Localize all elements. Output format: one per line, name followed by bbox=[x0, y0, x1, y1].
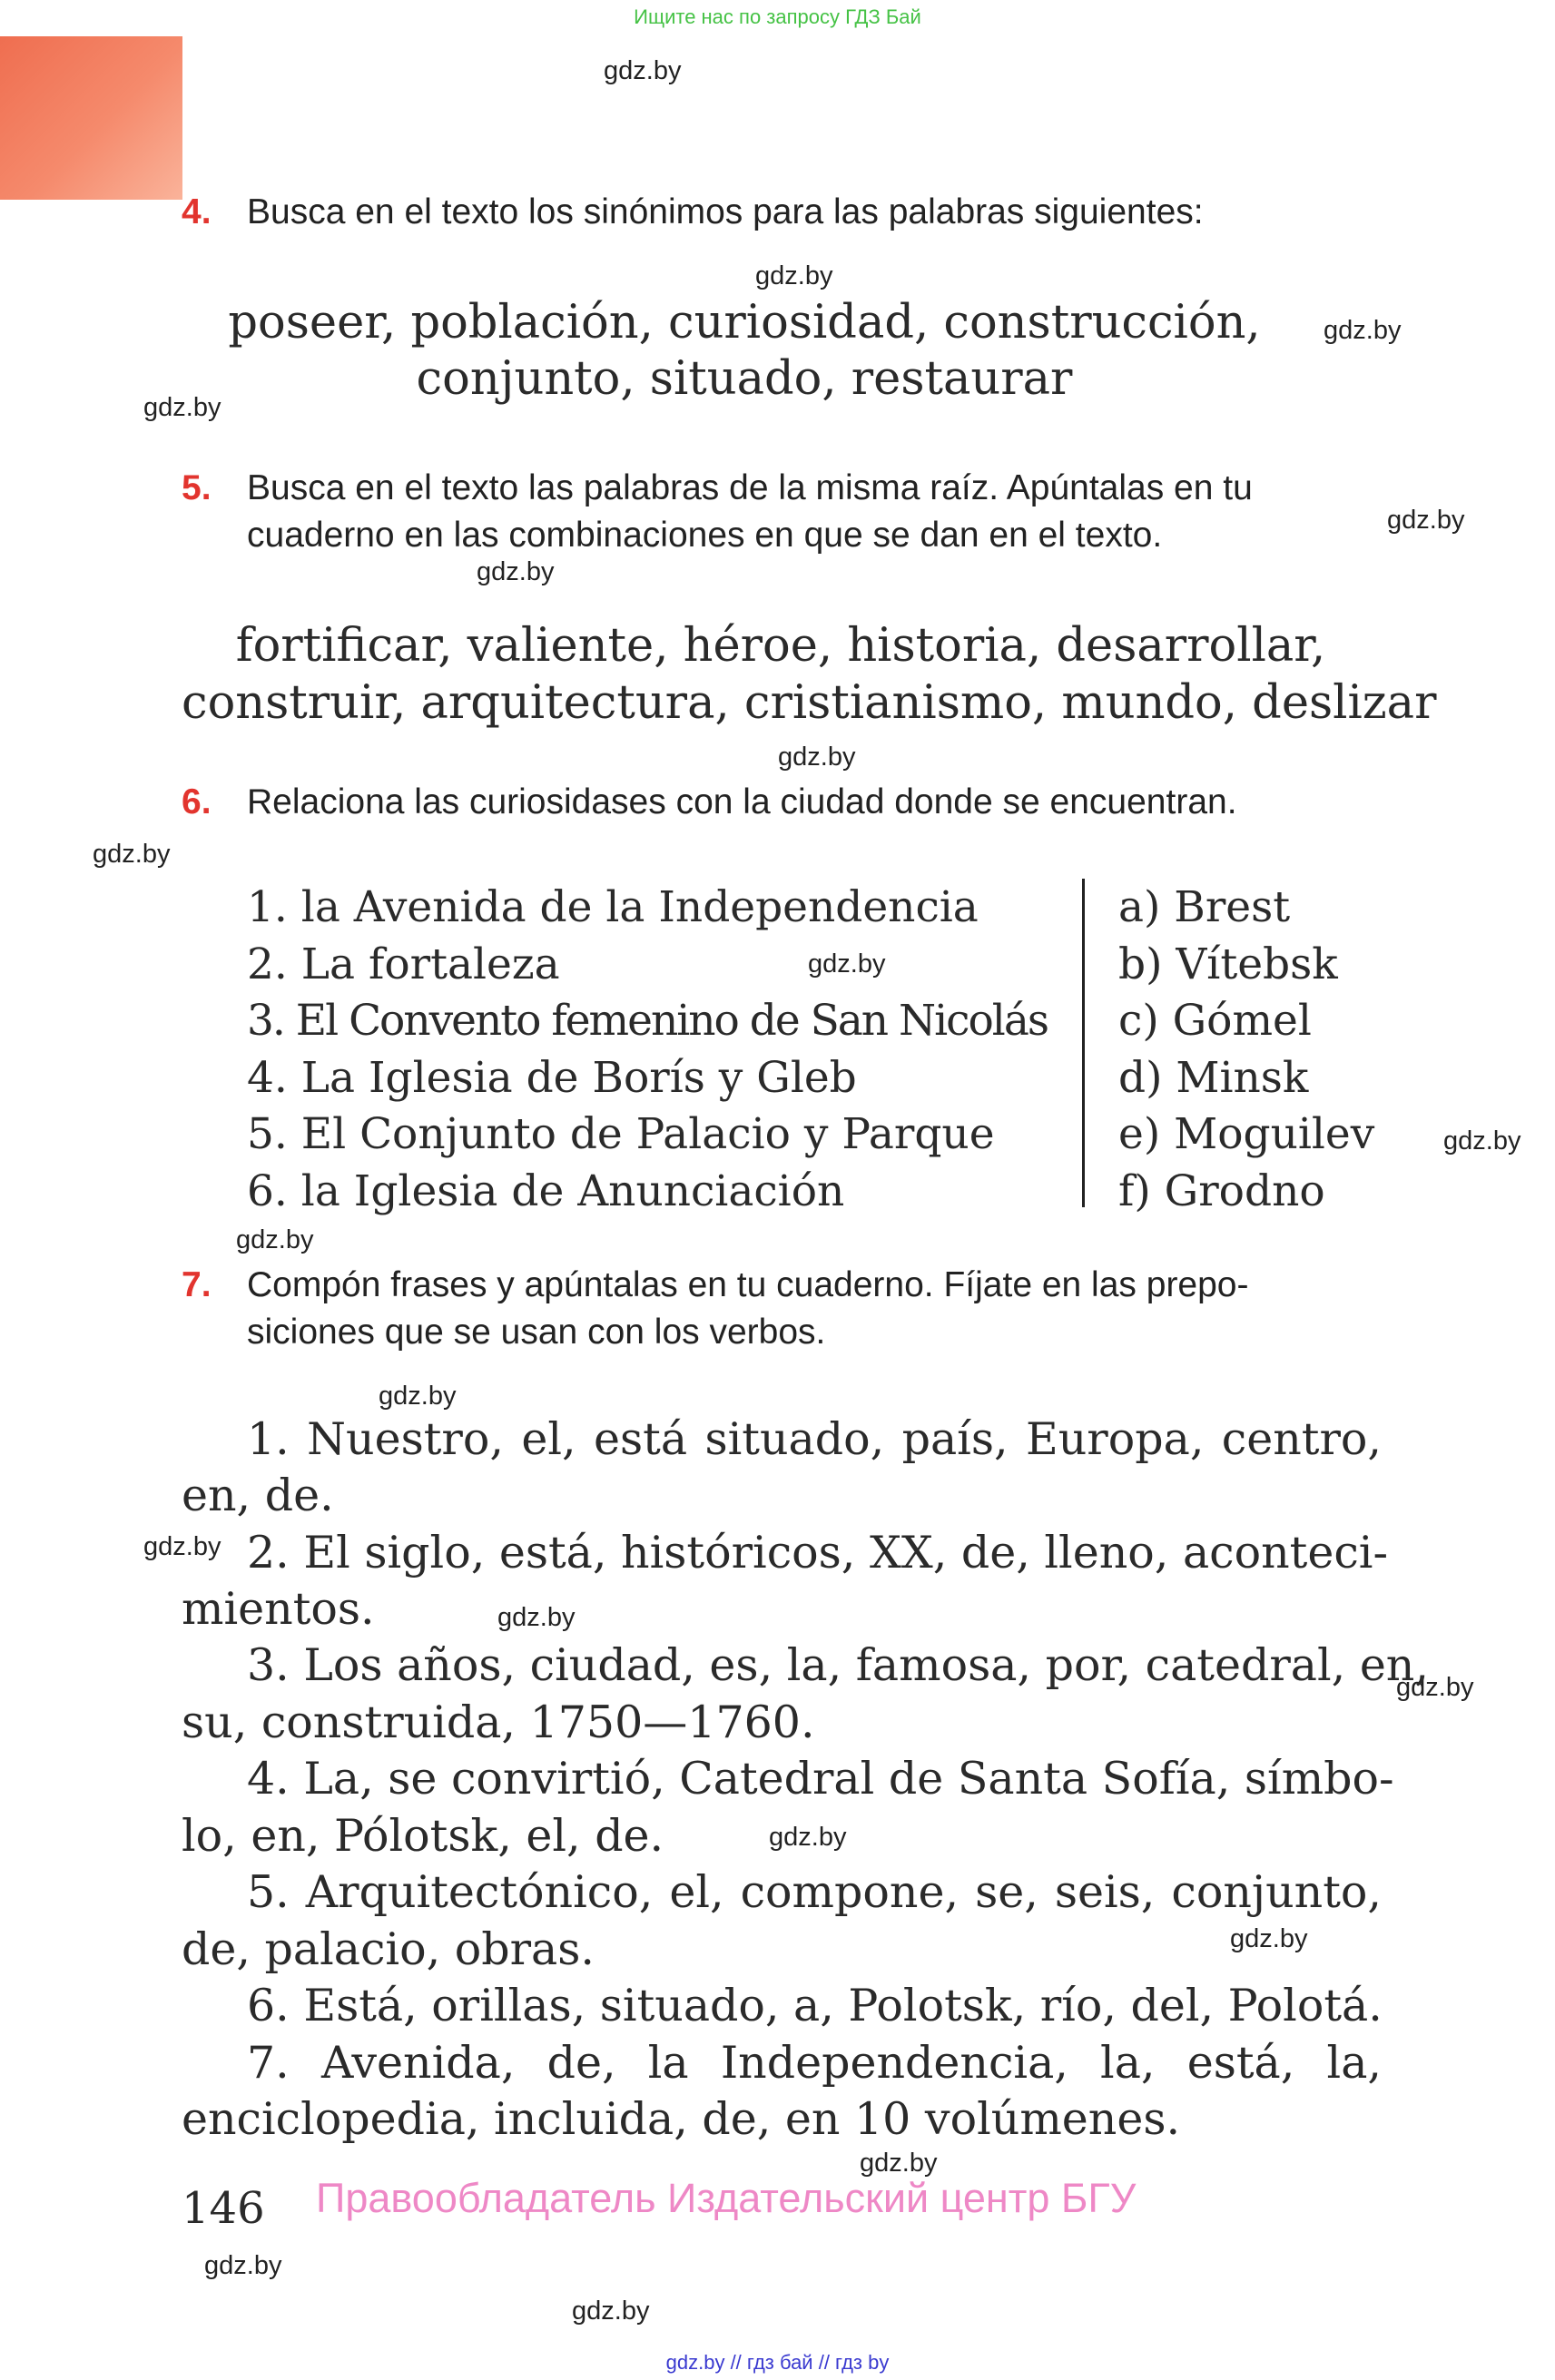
column-divider bbox=[1082, 879, 1085, 1207]
task-5-instruction-line1: Busca en el texto las palabras de la misma raíz. Apúntalas en tu bbox=[247, 468, 1253, 507]
task-7-sentence-line: enciclopedia, incluida, de, en 10 volúmenes. bbox=[182, 2093, 1181, 2145]
watermark: gdz.by bbox=[477, 557, 555, 586]
copyright-holder: Правообладатель Издательский центр БГУ bbox=[316, 2175, 1137, 2221]
task-7-sentence-line: 7. Avenida, de, la Independencia, la, está, la, bbox=[247, 2037, 1382, 2089]
task-6-right-item: f) Grodno bbox=[1118, 1166, 1325, 1216]
task-4-instruction: Busca en el texto los sinónimos para las palabras siguientes: bbox=[247, 192, 1204, 231]
watermark: gdz.by bbox=[1387, 506, 1465, 535]
task-6-left-item: 3. El Convento femenino de San Nicolás bbox=[247, 996, 1048, 1046]
bottom-links[interactable]: gdz.by // гдз бай // гдз by bbox=[665, 2351, 890, 2374]
task-7-sentence-line: 2. El siglo, está, históricos, XX, de, lleno, aconteci- bbox=[247, 1527, 1389, 1578]
corner-decoration bbox=[0, 36, 182, 200]
task-4-words-line2: conjunto, situado, restaurar bbox=[416, 352, 1073, 406]
task-6-right-item: a) Brest bbox=[1118, 882, 1291, 932]
task-7-sentence-line: 6. Está, orillas, situado, a, Polotsk, río, del, Polotá. bbox=[247, 1980, 1383, 2031]
task-5-words-line2: construir, arquitectura, cristianismo, mundo, deslizar bbox=[182, 676, 1437, 730]
watermark: gdz.by bbox=[93, 840, 171, 869]
watermark: gdz.by bbox=[860, 2149, 938, 2178]
watermark: gdz.by bbox=[572, 2296, 650, 2326]
task-7-sentence-line: 1. Nuestro, el, está situado, país, Europa, centro, bbox=[247, 1413, 1382, 1465]
task-7-sentence-line: su, construida, 1750—1760. bbox=[182, 1696, 815, 1748]
watermark: gdz.by bbox=[1230, 1924, 1308, 1953]
task-5-words-line1: fortificar, valiente, héroe, historia, desarrollar, bbox=[235, 619, 1326, 673]
task-4-number: 4. bbox=[182, 192, 212, 231]
watermark: gdz.by bbox=[204, 2251, 282, 2280]
watermark: gdz.by bbox=[143, 1532, 221, 1561]
task-7-sentence-line: en, de. bbox=[182, 1470, 334, 1521]
task-7-sentence-line: lo, en, Pólotsk, el, de. bbox=[182, 1810, 664, 1862]
task-7-sentence-line: 4. La, se convirtió, Catedral de Santa Sofía, símbo- bbox=[247, 1753, 1394, 1805]
task-7-sentence-line: de, palacio, obras. bbox=[182, 1923, 595, 1975]
page-number: 146 bbox=[182, 2183, 265, 2234]
task-7-sentence-line: 3. Los años, ciudad, es, la, famosa, por, catedral, en, bbox=[247, 1639, 1429, 1691]
task-7-instruction-line2: siciones que se usan con los verbos. bbox=[247, 1313, 826, 1352]
task-6-left-item: 5. El Conjunto de Palacio y Parque bbox=[247, 1109, 995, 1159]
task-6-right-item: e) Moguilev bbox=[1118, 1109, 1375, 1159]
watermark: gdz.by bbox=[1324, 316, 1402, 345]
task-6-right-item: c) Gómel bbox=[1118, 996, 1312, 1046]
watermark: gdz.by bbox=[808, 949, 886, 979]
task-5-number: 5. bbox=[182, 468, 212, 507]
task-6-number: 6. bbox=[182, 782, 212, 821]
task-6-left-item: 1. la Avenida de la Independencia bbox=[247, 882, 979, 932]
task-6-left-item: 6. la Iglesia de Anunciación bbox=[247, 1166, 845, 1216]
task-7-sentence-line: 5. Arquitectónico, el, compone, se, seis, conjunto, bbox=[247, 1866, 1382, 1918]
task-6-instruction: Relaciona las curiosidases con la ciudad donde se encuentran. bbox=[247, 782, 1237, 821]
task-4-words-line1: poseer, población, curiosidad, construcción, bbox=[228, 296, 1261, 349]
watermark: gdz.by bbox=[604, 56, 682, 85]
task-7-instruction-line1: Compón frases y apúntalas en tu cuaderno. Fíjate en las prepo- bbox=[247, 1265, 1249, 1304]
task-7-sentence-line: mientos. bbox=[182, 1583, 375, 1635]
top-banner-link[interactable]: Ищите нас по запросу ГДЗ Бай bbox=[634, 5, 921, 28]
watermark: gdz.by bbox=[755, 261, 833, 290]
task-6-right-item: b) Vítebsk bbox=[1118, 939, 1338, 989]
task-6-left-item: 4. La Iglesia de Borís y Gleb bbox=[247, 1053, 857, 1103]
watermark: gdz.by bbox=[143, 393, 221, 422]
watermark: gdz.by bbox=[379, 1382, 457, 1411]
task-5-instruction-line2: cuaderno en las combinaciones en que se dan en el texto. bbox=[247, 516, 1163, 555]
task-7-number: 7. bbox=[182, 1265, 212, 1304]
task-6-left-item: 2. La fortaleza bbox=[247, 939, 560, 989]
watermark: gdz.by bbox=[769, 1823, 847, 1852]
watermark: gdz.by bbox=[1443, 1126, 1521, 1156]
watermark: gdz.by bbox=[236, 1225, 314, 1254]
watermark: gdz.by bbox=[1396, 1673, 1474, 1702]
task-6-right-item: d) Minsk bbox=[1118, 1053, 1309, 1103]
watermark: gdz.by bbox=[497, 1603, 576, 1632]
watermark: gdz.by bbox=[778, 743, 856, 772]
